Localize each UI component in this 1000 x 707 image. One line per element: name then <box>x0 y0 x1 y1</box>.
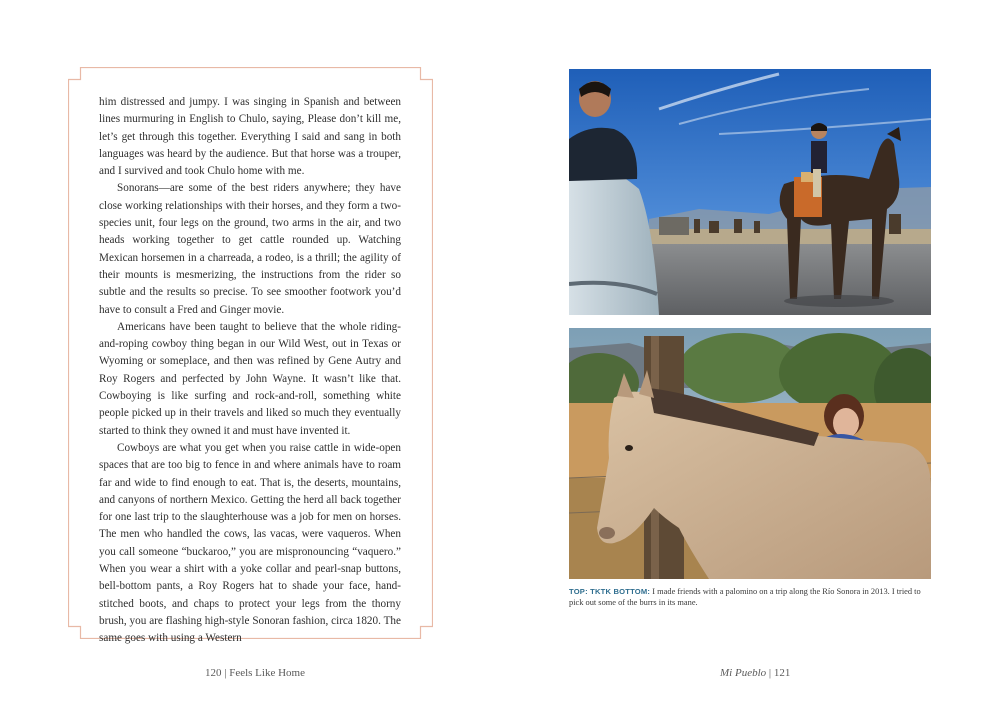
body-text <box>99 94 401 648</box>
paragraph-3: Americans have been taught to believe that the whole riding-and-roping cowboy thing began in our Wild West, out in Texas or Wyoming or someplace, and then was refined by Gene Autry and Roy Rogers and perfected by John Wayne. It wasn’t like that. Cowboying is like surfing and rock-and-roll, something white people picked up in their travels and liked so much they eventually started to think they owned it and must have invented it. <box>99 320 401 437</box>
caption-text: I made friends with a palomino on a trip along the Río Sonora in 2013. I tried to pick out some of the burrs in its mane. <box>569 587 921 608</box>
photo-caption <box>569 586 931 608</box>
folio-left: 120 | Feels Like Home <box>205 667 305 679</box>
paragraph-2: Sonorans—are some of the best riders anywhere; they have close working relationships with their horses, and they form a two-species unit, four legs on the ground, two arms in the air, and two heads working together to get cattle rounded up. Watching Mexican horsemen in a charreada, a rodeo, is a thrill; the agility of their mounts is mesmerizing, the instructions from the rider so subtle and the results so precise. To see smoother footwork you’d have to consult a Fred and Ginger movie. <box>99 182 401 316</box>
caption-lead: TOP: TKTK BOTTOM: <box>569 587 651 596</box>
folio-number: | 121 <box>766 667 791 679</box>
paragraph-4: Cowboys are what you get when you raise cattle in wide-open spaces that are too big to fence in and where animals have to roam far and wide to find enough to eat. That is, the deserts, mountains, and canyons of northern Mexico. Getting the herd all back together for one last trip to the slaughterhouse was a job for men on horses. The men who handled the cows, las vacas, were vaqueros. When you call someone “buckaroo,” you are mispronouncing “vaquero.” When you wear a shirt with a yoke collar and pearl-snap buttons, bell-bottom pants, a Roy Rogers hat to shade your face, hand-stitched boots, and chaps to protect your legs from the thorny brush, you are flashing high-style Sonoran fashion, circa 1820. The same goes with using a Western <box>99 441 401 645</box>
photo-rider-on-horse <box>569 69 931 315</box>
folio-right <box>720 667 790 679</box>
paragraph-1: him distressed and jumpy. I was singing in Spanish and between lines murmuring in English to Chulo, saying, Please don’t kill me, let’s get through this together. Everything I said and sang in both languages was heard by the audience. But that horse was a trouper, and I survived and took Chulo home with me. <box>99 96 401 178</box>
folio-title: Mi Pueblo <box>720 667 767 679</box>
photo-palomino <box>569 328 931 579</box>
